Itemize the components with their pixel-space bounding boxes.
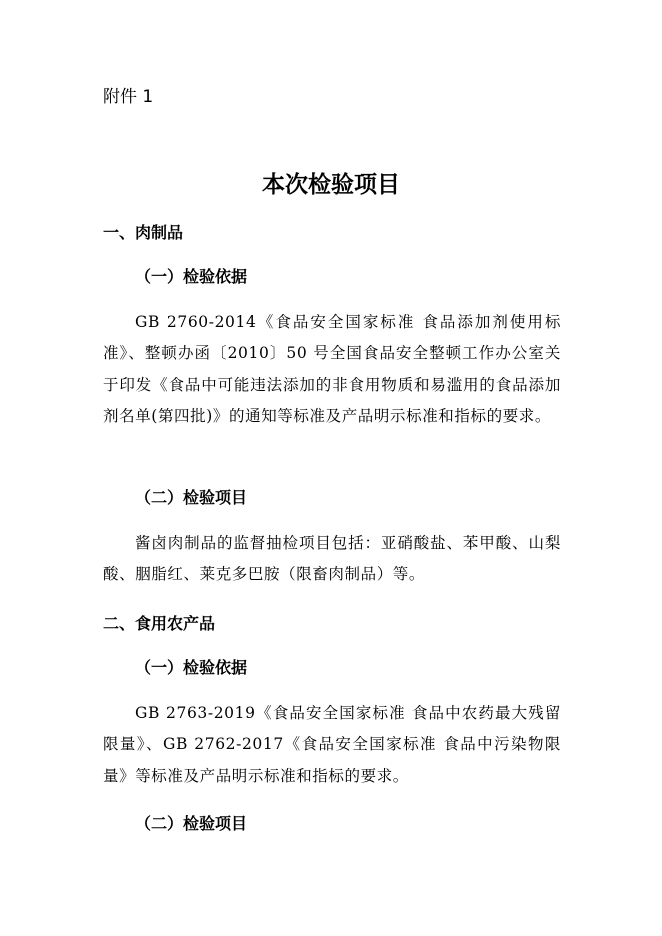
subheading-inspection-basis: （一）检验依据 (135, 658, 248, 677)
paragraph-inspection-basis: GB 2760-2014《食品安全国家标准 食品添加剂使用标准》、整顿办函〔2010〕50 号全国食品安全整顿工作办公室关于印发《食品中可能违法添加的非食用物质和易滥用的食品添加剂名单(第四批)》的通知等标准及产品明示标准和指标的要求。 (103, 313, 561, 425)
paragraph-inspection-items: 酱卤肉制品的监督抽检项目包括：亚硝酸盐、苯甲酸、山梨酸、胭脂红、莱克多巴胺（限畜肉制品）等。 (103, 534, 561, 584)
page-title: 本次检验项目 (262, 172, 400, 198)
section-heading-meat-products: 一、肉制品 (103, 223, 184, 242)
section-heading-edible-agricultural-products: 二、食用农产品 (103, 614, 216, 633)
attachment-label: 附件 1 (103, 87, 154, 107)
subheading-inspection-items: （二）检验项目 (135, 488, 248, 507)
paragraph-inspection-basis: GB 2763-2019《食品安全国家标准 食品中农药最大残留限量》、GB 2762-2017《食品安全国家标准 食品中污染物限量》等标准及产品明示标准和指标的要求。 (103, 704, 561, 785)
subheading-inspection-items: （二）检验项目 (135, 814, 248, 833)
subheading-inspection-basis: （一）检验依据 (135, 267, 248, 286)
